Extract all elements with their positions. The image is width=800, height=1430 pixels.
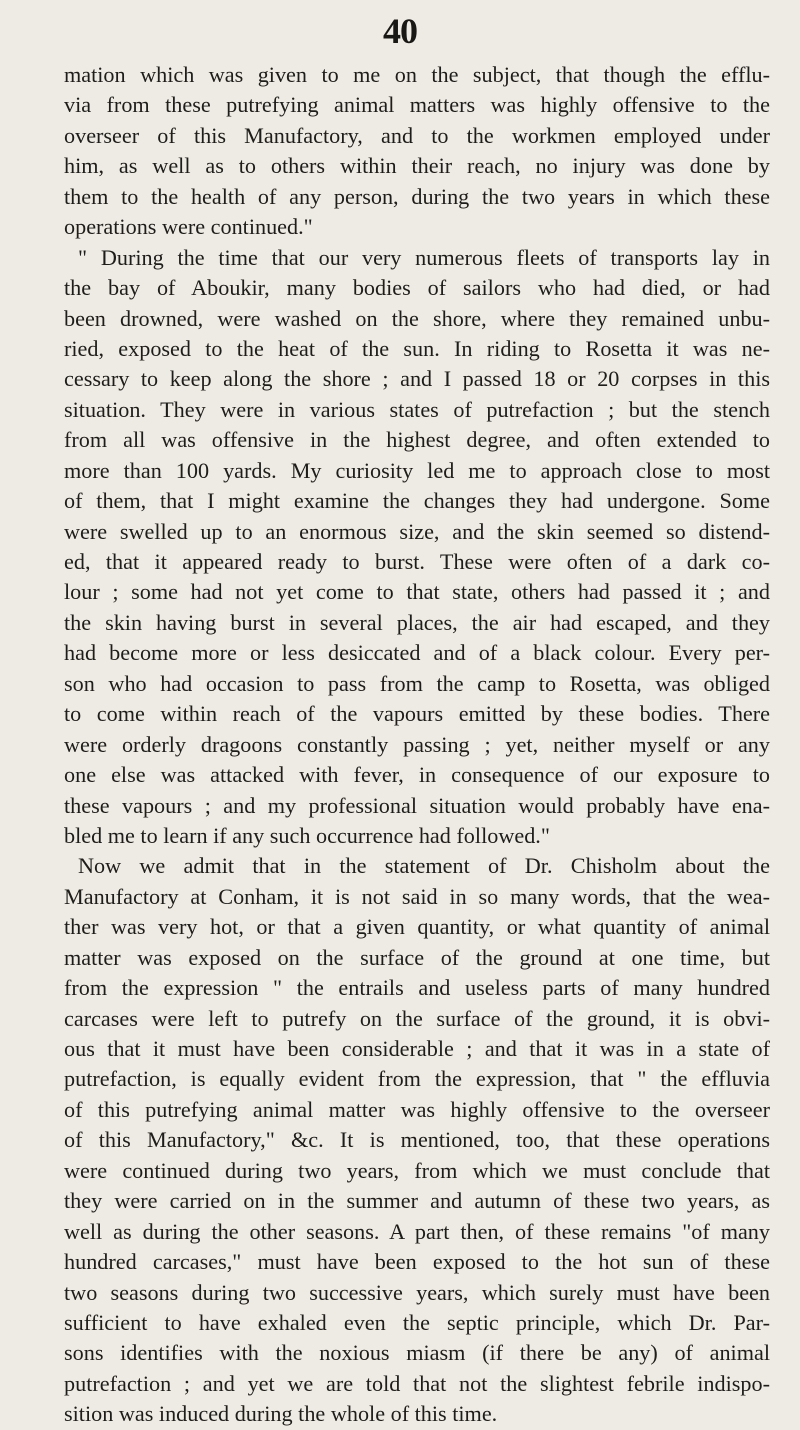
text-line: of them, that I might examine the changes they had undergone. Some (64, 488, 770, 514)
text-line: ther was very hot, or that a given quantity, or what quantity of animal (64, 914, 770, 940)
text-line: mation which was given to me on the subject, that though the efflu- (64, 62, 770, 87)
text-line: hundred carcases," must have been exposed to the hot sun of these (64, 1249, 770, 1275)
text-line: been drowned, were washed on the shore, where they remained unbu- (64, 305, 770, 331)
text-line: Manufactory at Conham, it is not said in so many words, that the wea- (64, 883, 770, 909)
text-line: ed, that it appeared ready to burst. These were often of a dark co- (64, 549, 770, 574)
text-line: were continued during two years, from which we must conclude that (64, 1157, 770, 1183)
text-line: the bay of Aboukir, many bodies of sailors who had died, or had (64, 275, 770, 301)
text-line: sufficient to have exhaled even the septic principle, which Dr. Par- (64, 1309, 770, 1335)
text-line: bled me to learn if any such occurrence had followed." (64, 822, 550, 848)
text-line: ried, exposed to the heat of the sun. In riding to Rosetta it was ne- (64, 335, 770, 361)
text-line: of this putrefying animal matter was highly offensive to the overseer (64, 1096, 770, 1122)
text-line: two seasons during two successive years, which surely must have been (64, 1279, 770, 1305)
text-line: from the expression " the entrails and useless parts of many hundred (64, 975, 770, 1001)
body-text (64, 60, 770, 1430)
page-number: 40 (383, 11, 417, 51)
text-line: putrefaction, is equally evident from the expression, that " the effluvia (64, 1066, 770, 1092)
text-line: overseer of this Manufactory, and to the workmen employed under (64, 122, 770, 148)
text-line: son who had occasion to pass from the camp to Rosetta, was obliged (64, 670, 770, 696)
text-line: sition was induced during the whole of this time. (64, 1401, 498, 1427)
text-line: had become more or less desiccated and of a black colour. Every per- (64, 640, 770, 666)
text-line: via from these putrefying animal matters was highly offensive to the (64, 92, 770, 118)
text-line: were swelled up to an enormous size, and the skin seemed so distend- (64, 518, 770, 544)
text-line: putrefaction ; and yet we are told that not the slightest febrile indispo- (64, 1370, 770, 1396)
text-line: of this Manufactory," &c. It is mentioned, too, that these operations (64, 1127, 770, 1153)
text-line: sons identifies with the noxious miasm (if there be any) of animal (64, 1340, 770, 1366)
text-line: from all was offensive in the highest degree, and often extended to (64, 427, 770, 453)
text-line: one else was attacked with fever, in consequence of our exposure to (64, 762, 770, 788)
text-line: ous that it must have been considerable ; and that it was in a state of (64, 1036, 770, 1061)
text-line: Now we admit that in the statement of Dr. Chisholm about the (78, 853, 770, 879)
text-line: him, as well as to others within their reach, no injury was done by (64, 153, 770, 179)
text-line: were orderly dragoons constantly passing ; yet, neither myself or any (64, 731, 770, 757)
text-line: these vapours ; and my professional situation would probably have ena- (64, 792, 770, 818)
text-line: situation. They were in various states of putrefaction ; but the stench (64, 396, 770, 422)
text-line: well as during the other seasons. A part then, of these remains "of many (64, 1218, 770, 1244)
text-line: operations were continued." (64, 214, 313, 240)
text-line: to come within reach of the vapours emitted by these bodies. There (64, 701, 770, 727)
text-line: they were carried on in the summer and autumn of these two years, as (64, 1188, 770, 1214)
text-line: carcases were left to putrefy on the surface of the ground, it is obvi- (64, 1005, 770, 1031)
text-line: more than 100 yards. My curiosity led me to approach close to most (64, 457, 770, 483)
text-line: " During the time that our very numerous fleets of transports lay in (78, 244, 770, 270)
text-line: cessary to keep along the shore ; and I passed 18 or 20 corpses in this (64, 366, 770, 392)
text-line: the skin having burst in several places, the air had escaped, and they (64, 609, 770, 635)
text-line: matter was exposed on the surface of the ground at one time, but (64, 944, 770, 970)
text-line: them to the health of any person, during the two years in which these (64, 183, 770, 209)
text-line: lour ; some had not yet come to that state, others had passed it ; and (64, 579, 770, 605)
